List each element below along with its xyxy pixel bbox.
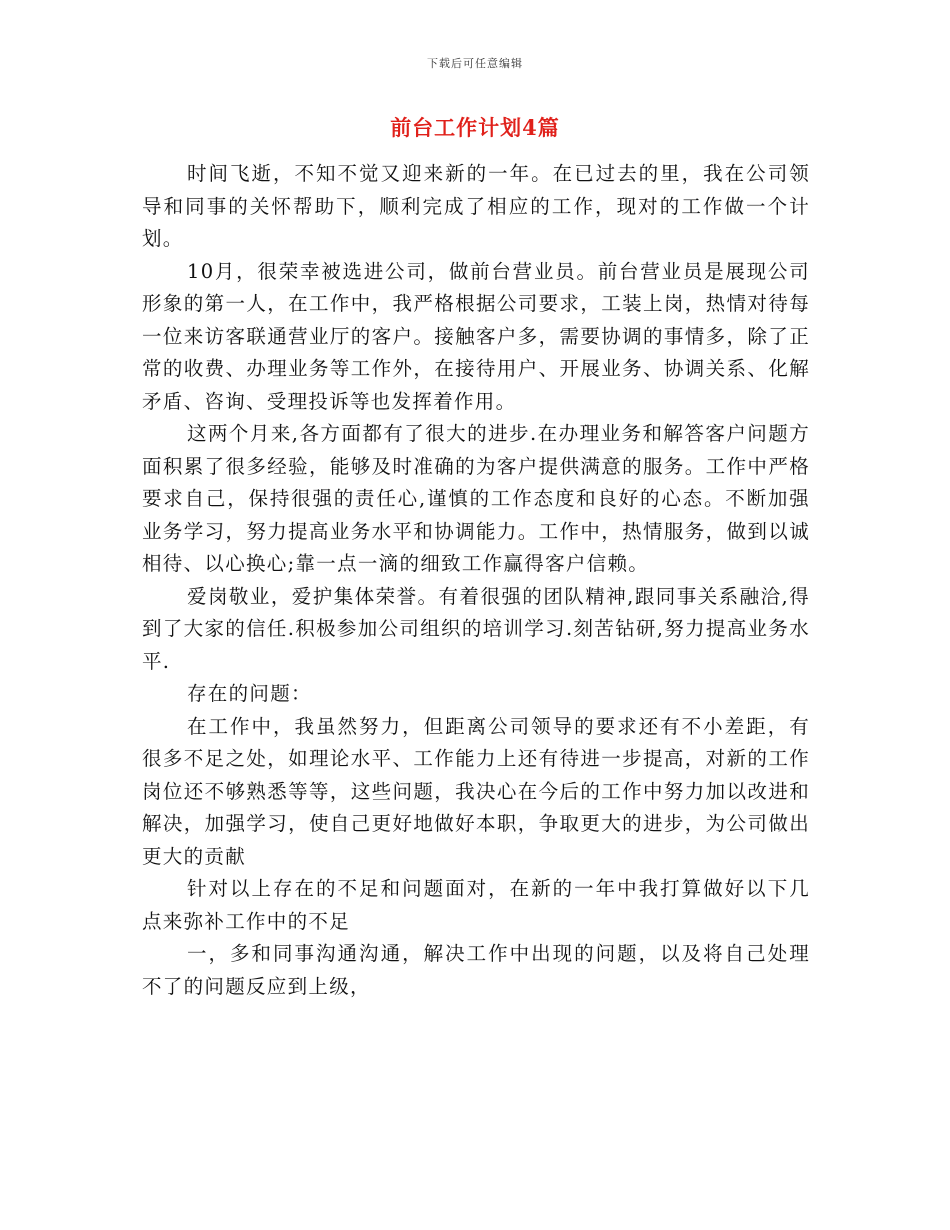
document-body — [142, 158, 810, 1003]
document-title: 前台工作计划4篇 — [390, 115, 560, 140]
header-note: 下载后可任意编辑 — [427, 57, 523, 70]
paragraph: 这两个月来,各方面都有了很大的进步.在办理业务和解答客户问题方面积累了很多经验，能够及时准确的为客户提供满意的服务。工作中严格要求自己，保持很强的责任心,谨慎的工作态度和良好的心态。不断加强业务学习，努力提高业务水平和协调能力。工作中，热情服务，做到以诚相待、以心换心;靠一点一滴的细致工作赢得客户信赖。 — [142, 422, 810, 575]
paragraph: 针对以上存在的不足和问题面对，在新的一年中我打算做好以下几点来弥补工作中的不足 — [142, 877, 810, 933]
paragraph: 爱岗敬业，爱护集体荣誉。有着很强的团队精神,跟同事关系融洽,得到了大家的信任.积极参加公司组织的培训学习.刻苦钻研,努力提高业务水平. — [142, 584, 810, 673]
paragraph: 在工作中，我虽然努力，但距离公司领导的要求还有不小差距，有很多不足之处，如理论水平、工作能力上还有待进一步提高，对新的工作岗位还不够熟悉等等，这些问题，我决心在今后的工作中努力加以改进和解决，加强学习，使自己更好地做好本职，争取更大的进步，为公司做出更大的贡献 — [142, 714, 810, 868]
paragraph: 10月，很荣幸被选进公司，做前台营业员。前台营业员是展现公司形象的第一人，在工作中，我严格根据公司要求，工装上岗，热情对待每一位来访客联通营业厅的客户。接触客户多，需要协调的事情多，除了正常的收费、办理业务等工作外，在接待用户、开展业务、协调关系、化解矛盾、咨询、受理投诉等也发挥着作用。 — [142, 259, 810, 413]
paragraph: 时间飞逝，不知不觉又迎来新的一年。在已过去的里，我在公司领导和同事的关怀帮助下，顺利完成了相应的工作，现对的工作做一个计划。 — [142, 162, 810, 250]
paragraph: 存在的问题： — [187, 682, 312, 705]
paragraph: 一，多和同事沟通沟通，解决工作中出现的问题，以及将自己处理不了的问题反应到上级， — [142, 942, 810, 998]
